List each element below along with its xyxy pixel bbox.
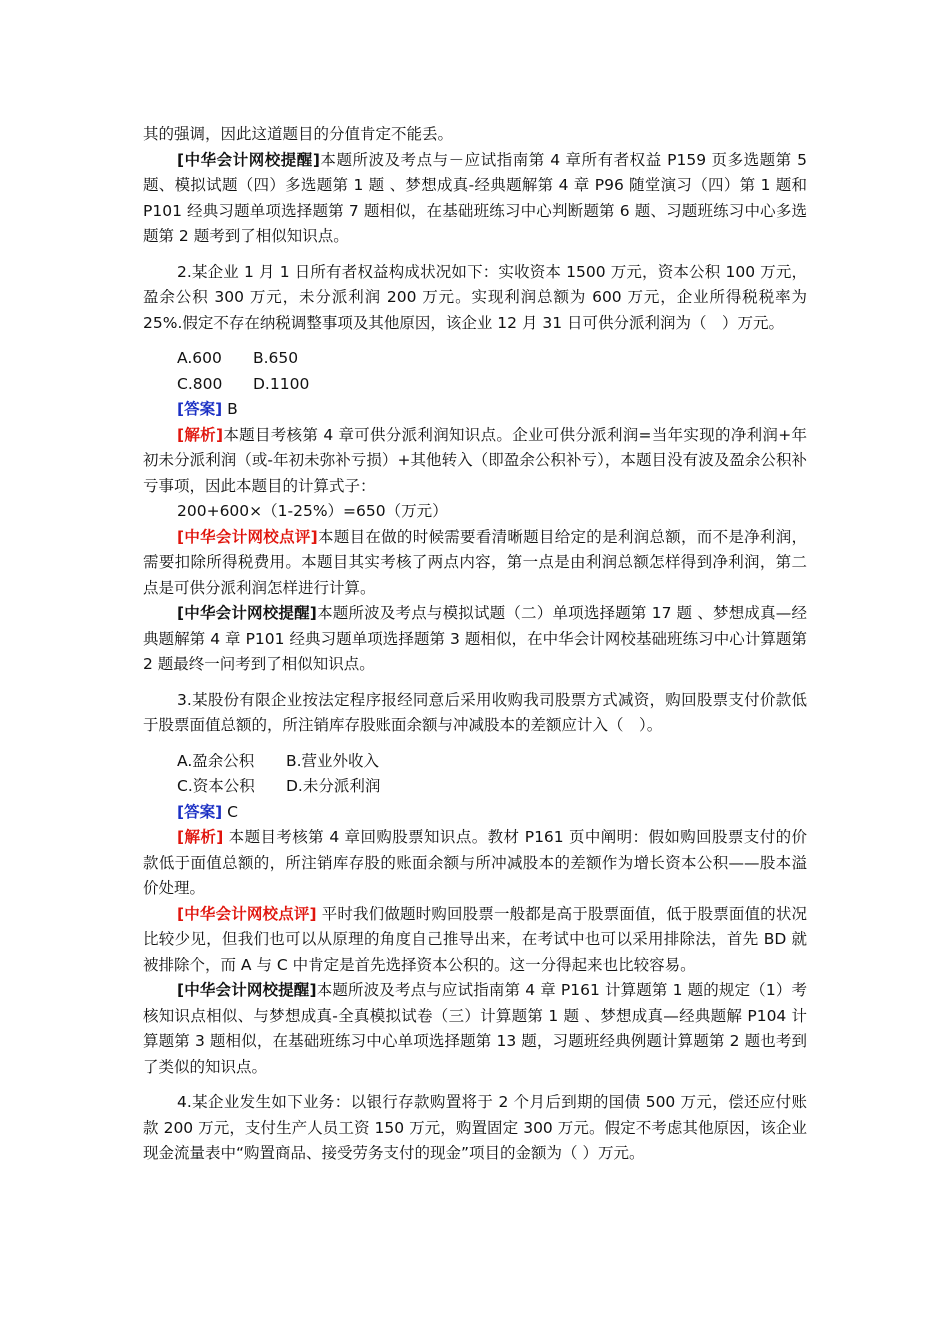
comment-text: 本题目在做的时候需要看清晰题目给定的是利润总额，而不是净利润，需要扣除所得税费用。本题目其实考核了两点内容，第一点是由利润总额怎样得到净利润，第二点是可供分派利润怎样进行计算。	[143, 527, 807, 597]
analysis-text: 本题目考核第 4 章回购股票知识点。教材 P161 页中阐明：假如购回股票支付的价款低于面值总额的，所注销库存股的账面余额与所冲减股本的差额作为增长资本公积——股本溢价处理。	[143, 828, 807, 897]
tip-text: 本题所波及考点与－应试指南第 4 章所有者权益 P159 页多选题第 5 题、模拟试题（四）多选题第 1 题 、梦想成真-经典题解第 4 章 P96 随堂演习（四）第 1 题和 P101 经典习题单项选择题第 7 题相似，在基础班练习中心判断题第 6 题、习题班练习中心多选题第 2 题考到了相似知识点。	[143, 150, 807, 245]
tip-tag: [中华会计网校提醒]	[177, 150, 320, 169]
option-d: D.1100	[253, 374, 310, 393]
option-d: D.未分派利润	[286, 777, 381, 795]
intro-tip-paragraph	[143, 148, 807, 250]
question-3-analysis	[143, 825, 807, 902]
question-2-analysis	[143, 423, 807, 500]
question-2-options	[143, 346, 807, 397]
option-a: A.盈余公积	[177, 751, 255, 770]
analysis-text: 本题目考核第 4 章可供分派利润知识点。企业可供分派利润=当年实现的净利润+年初未分派利润（或-年初未弥补亏损）+其他转入（即盈余公积补亏），本题目没有波及盈余公积补亏事项，因此本题目的计算式子：	[143, 425, 807, 495]
tip-text: 本题所波及考点与应试指南第 4 章 P161 计算题第 1 题的规定（1）考核知识点相似、与梦想成真-全真模拟试卷（三）计算题第 1 题 、梦想成真—经典题解 P104 计算题第 3 题相似，在基础班练习中心单项选择题第 13 题，习题班经典例题计算题第 2 题也考到了类似的知识点。	[143, 981, 807, 1076]
tip-tag: [中华会计网校提醒]	[177, 604, 317, 622]
question-2-answer	[143, 397, 807, 423]
answer-value: C	[222, 802, 238, 821]
option-c: C.资本公积	[177, 777, 255, 795]
comment-tag: [中华会计网校点评]	[177, 904, 317, 923]
question-3-tip	[143, 978, 807, 1080]
option-c: C.800	[177, 374, 223, 393]
question-2-comment	[143, 525, 807, 602]
question-3-stem: 3.某股份有限企业按法定程序报经同意后采用收购我司股票方式减资，购回股票支付价款低于股票面值总额的，所注销库存股账面余额与冲减股本的差额应计入（ ）。	[143, 690, 807, 734]
tip-tag: [中华会计网校提醒]	[177, 981, 317, 999]
comment-text: 平时我们做题时购回股票一般都是高于股票面值，低于股票面值的状况比较少见，但我们也可以从原理的角度自己推导出来，在考试中也可以采用排除法，首先 BD 就被排除个，而 A 与 C 中肯定是首先选择资本公积的。这一分得起来也比较容易。	[143, 904, 807, 974]
intro-continuation: 其的强调，因此这道题目的分值肯定不能丢。	[143, 125, 454, 143]
analysis-tag: [解析]	[177, 828, 224, 846]
option-a: A.600	[177, 349, 222, 367]
comment-tag: [中华会计网校点评]	[177, 527, 318, 546]
document-page	[143, 122, 807, 1167]
answer-value: B	[222, 400, 238, 418]
answer-tag: [答案]	[177, 400, 223, 418]
question-4-stem: 4.某企业发生如下业务：以银行存款购置将于 2 个月后到期的国债 500 万元，偿还应付账款 200 万元，支付生产人员工资 150 万元，购置固定 300 万元。假定不考虑其他原因，该企业现金流量表中“购置商品、接受劳务支付的现金”项目的金额为（ ）万元。	[143, 1093, 807, 1162]
question-3-comment	[143, 902, 807, 979]
question-3-options	[143, 749, 807, 800]
question-2-tip	[143, 601, 807, 678]
answer-tag: [答案]	[177, 802, 223, 821]
question-2-formula: 200+600×（1-25%）=650（万元）	[177, 502, 448, 520]
option-b: B.650	[253, 349, 299, 367]
question-2-stem: 2.某企业 1 月 1 日所有者权益构成状况如下：实收资本 1500 万元，资本公积 100 万元，盈余公积 300 万元，未分派利润 200 万元。实现利润总额为 600 万元，企业所得税税率为 25%.假定不存在纳税调整事项及其他原因，该企业 12 月 31 日可供分派利润为（ ）万元。	[143, 262, 807, 332]
analysis-tag: [解析]	[177, 425, 224, 444]
option-b: B.营业外收入	[286, 751, 380, 770]
question-3-answer	[143, 800, 807, 826]
tip-text: 本题所波及考点与模拟试题（二）单项选择题第 17 题 、梦想成真—经典题解第 4 章 P101 经典习题单项选择题第 3 题相似，在中华会计网校基础班练习中心计算题第 2 题最终一问考到了相似知识点。	[143, 604, 807, 673]
